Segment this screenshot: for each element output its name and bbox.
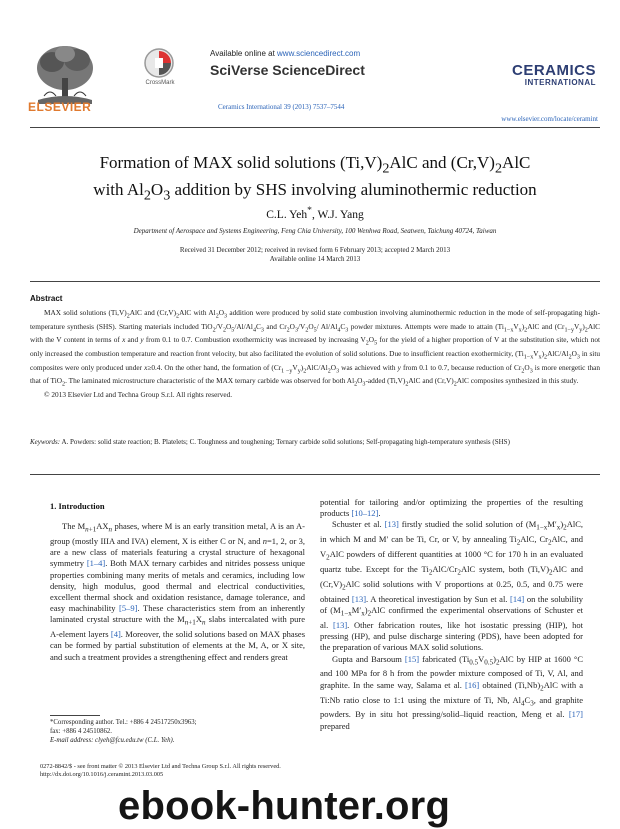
abstract-text: MAX solid solutions $(Ti,V)_2AlC$ and $(Cr,V)_2AlC$ with $Al_2O_3$ addition were produced by solid state combustion involving aluminothermic reduction in the mode of self-propagating high-temperature synthesis (SHS). Starting materials included $TiO_2/V_2O_5/Al/Al_4C_3$ and $Cr_2O_3/V_2O_5/$ $Al/Al_4C_3$ powder mixtures. Attempts were made to attain $(Ti_{1-x}V_x)_2AlC$ and $(Cr_{1-y}V_y)_2AlC$ with the V content in terms of x and y from 0.1 to 0.7. Combustion exothermicity was increased by increasing $V_2O_5$ for the yield of a higher proportion of V at the substitution site, which not only increased the combustion temperature and reaction front velocity, but also facilitated the evolution of solid solutions. Due to insufficient reaction exothermicity, $(Ti_{1-x}V_x)_2AlC/Al_2O_3$ in situ composites were only produced under x≥0.4. On the other hand, the formation of $(Cr_{1 -y}V_y)_2AlC/Al_2O_3$ was achieved with y from 0.1 to 0.7, because reduction of $Cr_2O_3$ is more energetic than that of TiO$_2$. The laminated microstructure characteristic of the MAX ternary carbide was observed for both $Al_2O_3$-added $(Ti,V)_2AlC$ and $(Cr,V)_2AlC$ composites synthesized in this study. [30,308,601,388]
footer-doi-link[interactable]: http://dx.doi.org/10.1016/j.ceramint.2013.03.005 [40,771,164,778]
platform-name: SciVerse ScienceDirect [210,62,365,78]
right-column [320,497,583,732]
journal-logo-subtitle: INTERNATIONAL [524,78,596,87]
journal-citation-link[interactable]: Ceramics International 39 (2013) 7537–7544 [218,103,345,111]
section-heading-introduction: 1. Introduction [50,501,105,511]
article-history [30,246,600,264]
journal-logo-title: CERAMICS [511,62,596,79]
article-title: Formation of MAX solid solutions $(Ti,V)_2AlC$ and $(Cr,V)_2AlC$ with $Al_2O_3$ addition by SHS involving aluminothermic reduction [93,153,537,204]
footnote-email: E-mail address: clyeh@fcu.edu.tw (C.L. Yeh). [50,737,175,744]
available-online-line [210,49,360,58]
intro-paragraph-3: Schuster et al. [13] firstly studied the solid solution of $(M_{1-x}M'_x)_2AlC$, in which M and M′ can be Ti, Cr, or V, by annealing $Ti_2AlC$, $Cr_2AlC$, and $V_2AlC$ powders of different quantities at 1000 °C for 170 h in an evaluated quartz tube. Except for the $Ti_2AlC/Cr_2AlC$ system, both $(Ti,V)_2AlC$ and $(Cr,V)_2AlC$ solid solutions with V proportions at 0.25, 0.5, and 0.75 were obtained [13]. A theoretical investigation by Sun et al. [14] on the solubility of $(M_{1-x}M'_x)_2AlC$ confirmed the experimental observations of Schuster et al. [13]. Other fabrication routes, like hot isostatic pressing (HIP), hot pressing (HP), and pulse discharge sintering (PDS), have been adopted for the preparation of various MAX solid solutions. [320,519,584,653]
abstract-body [30,308,600,400]
abstract-bottom-divider [30,474,600,475]
intro-paragraph-4: Gupta and Barsoum [15] fabricated $(Ti_{0.5}V_{0.5})_2AlC$ by HIP at 1600 °C and 100 MPa for 8 h from the powder mixture composed of Ti, V, Al, and graphite. In the same way, Salama et al. [16] obtained $(Ti,Nb)_2AlC$ with a Ti:Nb ratio close to 1:1 using the mixture of Ti, Nb, $Al_4C_3$, and graphite powders. By in situ hot pressing/solid–liquid reaction, Meng et al. [17] prepared [320,653,583,731]
keywords-text: A. Powders: solid state reaction; B. Platelets; C. Toughness and toughening; Ternary carbide solid solutions; Self-propagating high-temperature synthesis (SHS) [61,438,510,446]
online-date: Available online 14 March 2013 [269,255,361,263]
footnote-fax: fax: +886 4 24510862. [50,728,112,735]
keywords-label: Keywords: [30,438,61,446]
sciencedirect-link[interactable]: www.sciencedirect.com [277,49,361,58]
publisher-name: ELSEVIER [28,100,92,114]
keywords [30,438,600,448]
footnote-phone: *Corresponding author. Tel.: +886 4 24517250x3963; [50,719,197,726]
available-prefix: Available online at [210,49,278,58]
received-dates: Received 31 December 2012; received in revised form 6 February 2013; accepted 2 March 2013 [179,246,451,254]
abstract-heading: Abstract [30,294,63,303]
journal-logo [496,63,596,87]
header-divider [30,127,600,128]
abstract-copyright: © 2013 Elsevier Ltd and Techna Group S.r.l. All rights reserved. [44,389,233,399]
crossmark-label: CrossMark [145,80,175,86]
author-affiliation: Department of Aerospace and Systems Engineering, Feng Chia University, 100 Wenhwa Road, Seatwen, Taichung 40724, Taiwan [133,227,497,235]
left-column [50,521,305,663]
journal-url-link[interactable]: www.elsevier.com/locate/ceramint [501,115,598,123]
article-authors: C.L. Yeh*, W.J. Yang [266,205,364,221]
page-footer [40,763,281,779]
intro-paragraph-1: The $M_{n+1}AX_n$ phases, where M is an early transition metal, A is an A-group (mostly IIIA and IVA) element, X is either C or N, and n=1, 2, or 3, are a new class of materials featuring a crystal structure of hexagonal symmetry [1–4]. Both MAX ternary carbides and nitrides possess unique properties combining many merits of metals and ceramics, including low density, high modulus, good thermal and electrical conductivities, excellent thermal shock and oxidation resistance, damage tolerance, and easy machinability [5–9]. These characteristics stem from an inherently laminated crystal structure with the $M_{n+1}X_n$ slabs intercalated with pure A-element layers [4]. Moreover, the solid solutions based on MAX phases can be formed by partial substitution of elements at the M, A, or X site, and such a treatment provides a strengthening effect and renders great [50,521,306,662]
footer-copyright: 0272-8842/$ - see front matter © 2013 Elsevier Ltd and Techna Group S.r.l. All rights reserved. [40,763,281,770]
watermark-text: ebook-hunter.org [118,784,451,828]
footnote-divider [50,715,100,716]
abstract-top-divider [30,281,600,282]
corresponding-author-footnote [50,718,305,745]
intro-paragraph-2: potential for tailoring and/or optimizing the properties of the resulting products [10–12]. [320,497,583,519]
